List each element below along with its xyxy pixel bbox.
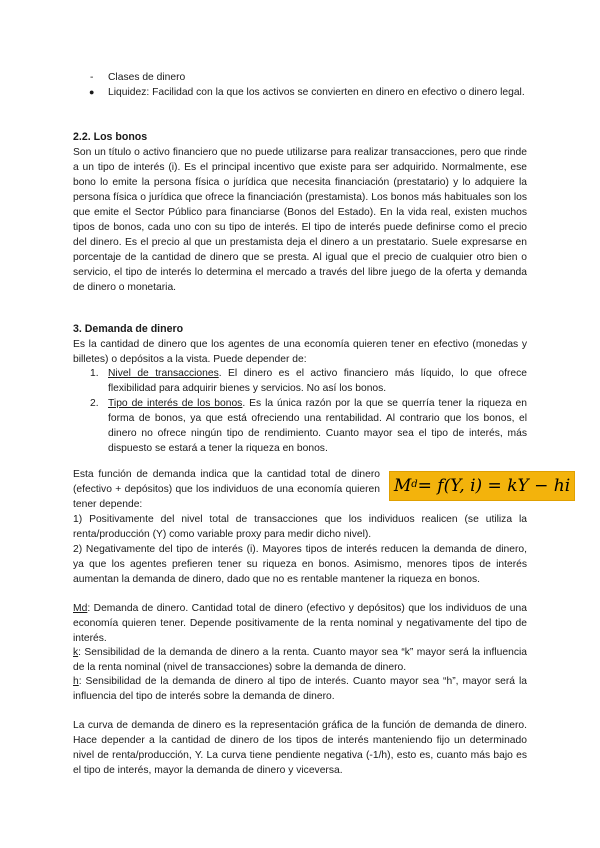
text-tipo-interes: . Es la única razón por la que se querría tener la riqueza en forma de bonos, ya que está ofreciendo una rentabilidad. Al contrario que los bonos, el dinero no ofrece ningún tipo de rendimiento. Cuanto mayor sea el tipo de interés, más dispuesto se estará a tener la riqueza en bonos.: [108, 398, 527, 454]
term-k: k: [73, 647, 79, 658]
heading-bonos: 2.2. Los bonos: [73, 131, 148, 143]
heading-demanda: 3. Demanda de dinero: [73, 323, 184, 335]
point-2: 2) Negativamente del tipo de interés (i). Mayores tipos de interés reducen la demanda de dinero, ya que los agentes prefieren tener su riqueza en bonos. Asimismo, menores tipos de interés aumentan la demanda de dinero, dado que no es rentable mantener la riqueza en bonos.: [73, 544, 527, 585]
list-item-liquidez: Liquidez: Facilidad con la que los activos se convierten en dinero en efectivo o dinero legal.: [108, 87, 525, 98]
term-tipo-interes: Tipo de interés de los bonos: [108, 398, 243, 409]
formula-m: M: [393, 476, 412, 496]
paragraph-funcion: Esta función de demanda indica que la cantidad total de dinero (efectivo + depósitos) que los individuos de una economía quieren tener depende:: [73, 469, 380, 510]
text-k: : Sensibilidad de la demanda de dinero a la renta. Cuanto mayor sea “k” mayor será la influencia de la renta nominal (nivel de transacciones) sobre la demanda de dinero.: [73, 647, 527, 673]
text-h: : Sensibilidad de la demanda de dinero al tipo de interés. Cuanto mayor sea “h”, mayor será la influencia del tipo de interés sobre la demanda de dinero.: [73, 676, 527, 702]
money-demand-formula: [389, 471, 575, 501]
text-md: : Demanda de dinero. Cantidad total de dinero (efectivo y depósitos) que los individuos de una economía quieren tener. Depende positivamente de la renta nominal y negativamente del tipo de interés.: [73, 603, 527, 644]
list-item-tipo-interes: [108, 396, 527, 456]
definition-k: [73, 645, 527, 675]
paragraph-curva: La curva de demanda de dinero es la representación gráfica de la función de demanda de dinero. Hace depender a la cantidad de dinero de los tipos de interés manteniendo fijo un determinado nivel de renta/producción, Y. La curva tiene pendiente negativa (-1/h), esto es, cuanto más bajo es el tipo de interés, mayor la demanda de dinero y viceversa.: [73, 720, 527, 776]
definition-h: [73, 674, 527, 704]
list-number-2: 2.: [90, 398, 99, 409]
definition-md: [73, 601, 527, 646]
list-number-1: 1.: [90, 368, 99, 379]
dash-bullet: -: [90, 72, 94, 83]
list-item-clases: Clases de dinero: [108, 72, 186, 83]
paragraph-demanda-intro: Es la cantidad de dinero que los agentes de una economía quieren tener en efectivo (monedas y billetes) o depósitos a la vista. Puede depender de:: [73, 339, 527, 365]
term-h: h: [73, 676, 79, 687]
text-transacciones: . El dinero es el activo financiero más líquido, lo que ofrece flexibilidad para adquirir bienes y servicios. No así los bonos.: [108, 368, 527, 394]
list-item-transacciones: [108, 366, 527, 396]
point-1: 1) Positivamente del nivel total de transacciones que los individuos realicen (se utiliza la renta/producción (Y) como variable proxy para medir dicho nivel).: [73, 514, 527, 540]
term-md: Md: [73, 603, 88, 614]
paragraph-bonos: Son un título o activo financiero que no puede utilizarse para realizar transacciones, pero que rinde a un tipo de interés (i). Es el principal incentivo que existe para ser adquirido. Normalmente, ese bono lo emite la persona física o jurídica que necesita financiación (prestatario) y lo adquiere la persona física o jurídica que ofrece la financiación (prestamista). Los bonos más habituales son los que emite el Sector Público para financiarse (Bonos del Estado). En la vida real, existen muchos tipos de bonos, cada uno con su tipo de interés. El tipo de interés puede definirse como el precio del dinero. Es el precio al que un prestamista deja el dinero a un prestatario. Suele expresarse en porcentaje de la cantidad de dinero que se presta. Al igual que el precio de cualquier otro bien o servicio, el tipo de interés lo determina el mercado a través del libre juego de la oferta y demanda de dinero o monetaria.: [73, 147, 527, 293]
dot-bullet: ●: [89, 87, 95, 97]
formula-rhs: = f(Y, i) = kY − hi: [417, 476, 571, 496]
formula-superscript: d: [411, 478, 418, 490]
term-transacciones: Nivel de transacciones: [108, 368, 219, 379]
